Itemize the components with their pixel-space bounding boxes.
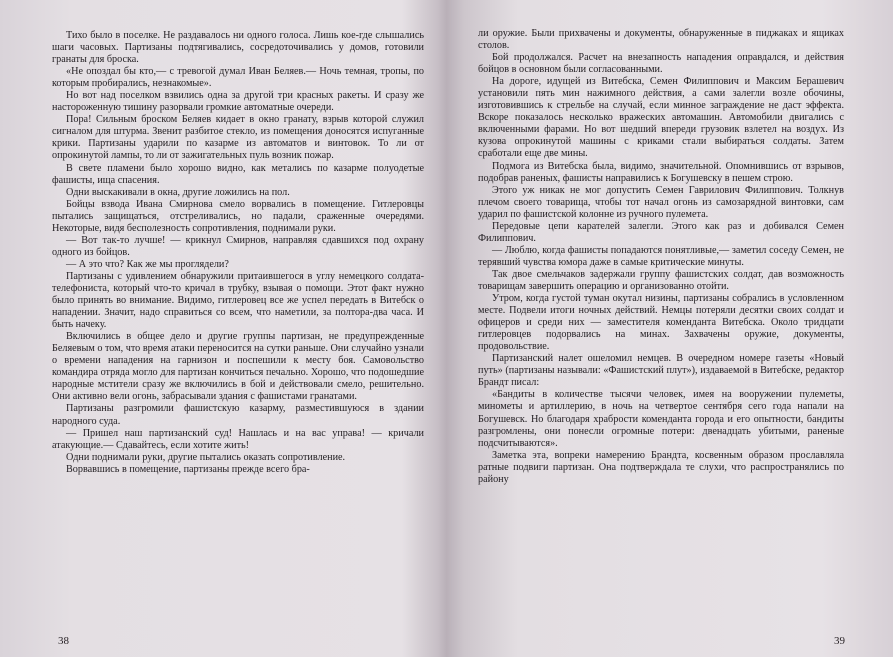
paragraph: В свете пламени было хорошо видно, как метались по казарме полуодетые фашисты, ища спасения. (52, 162, 424, 186)
paragraph: На дороге, идущей из Витебска, Семен Филиппович и Максим Берашевич установили пять мин нажимного действия, а сами залегли возле обочины, изготовившись к стрельбе на случай, если минное заграждение не даст эффекта. Вскоре показалось несколько вражеских автомашин. Автомобили двигались с включенными фарами. Но вот шедший впереди грузовик взлетел на воздух. Из кузова опрокинутой машины с криками стали выбираться солдаты. Затем сработали еще две мины. (478, 76, 844, 160)
page-number-right: 39 (834, 635, 845, 647)
paragraph: — А это что? Как же мы проглядели? (66, 258, 229, 270)
paragraph: Бойцы взвода Ивана Смирнова смело ворвались в помещение. Гитлеровцы пытались защищаться, отстреливались, но падали, сраженные очередями. Некоторые, видя бесполезность сопротивления, поднимали руки. (52, 198, 424, 234)
paragraph: Бой продолжался. Расчет на внезапность нападения оправдался, и действия бойцов в основном были согласованными. (478, 52, 844, 76)
paragraph: «Не опоздал бы кто,— с тревогой думал Иван Беляев.— Ночь темная, тропы, по которым пробирались, незнакомые». (52, 66, 424, 90)
paragraph: Партизаны с удивлением обнаружили притаившегося в углу немецкого солдата-телефониста, который что-то кричал в трубку, взывая о помощи. Этот факт нужно было принять во внимание. Видимо, гитлеровец все же успел передать в Витебск о нападении. Значит, надо справиться со всем, что наметили, за полтора-два часа. И быть начеку. (52, 270, 424, 331)
paragraph: Пора! Сильным броском Беляев кидает в окно гранату, взрыв которой служил сигналом для штурма. Звенит разбитое стекло, из помещения доносятся испуганные крики. Партизаны ударили по казарме из автоматов и винтовок. То ли от опрокинутой лампы, то ли от зажигательных пуль возник пожар. (52, 114, 424, 162)
paragraph: — Вот так-то лучше! — крикнул Смирнов, направляя сдавшихся под охрану одного из бойцов. (52, 234, 424, 258)
paragraph: Но вот над поселком взвились одна за другой три красных ракеты. И сразу же настороженную тишину разорвали громкие автоматные очереди. (52, 90, 424, 114)
paragraph: Заметка эта, вопреки намерению Брандта, косвенным образом прославляла ратные подвиги партизан. Она подтверждала те слухи, что распространялись по району (478, 449, 844, 485)
left-page (52, 30, 424, 650)
paragraph: Этого уж никак не мог допустить Семен Гаврилович Филиппович. Толкнув плечом своего товарища, чтобы тот начал огонь из самозарядной винтовки, сам ударил по фашистской колонне из ручного пулемета. (478, 184, 844, 220)
paragraph: Партизанский налет ошеломил немцев. В очередном номере газеты «Новый путь» (партизаны называли: «Фашистский плут»), издаваемой в Витебске, редактор Брандт писал: (478, 353, 844, 389)
page-number-left: 38 (58, 635, 69, 647)
paragraph: Одни выскакивали в окна, другие ложились на пол. (66, 186, 290, 198)
paragraph: Утром, когда густой туман окутал низины, партизаны собрались в условленном месте. Подвели итоги ночных действий. Немцы потеряли десятки своих солдат и офицеров и среди них — заместителя коменданта Витебска. Около тридцати гитлеровцев подорвались на минах. Захвачены оружие, документы, продовольствие. (478, 293, 844, 353)
paragraph: Ворвавшись в помещение, партизаны прежде всего бра- (66, 463, 310, 475)
paragraph: Тихо было в поселке. Не раздавалось ни одного голоса. Лишь кое-где слышались шаги часовых. Партизаны подтягивались, сосредоточивались у домов, готовили гранаты для броска. (52, 30, 424, 66)
paragraph: Передовые цепи карателей залегли. Этого как раз и добивался Семен Филиппович. (478, 220, 844, 244)
paragraph: Одни поднимали руки, другие пытались оказать сопротивление. (66, 451, 346, 463)
paragraph: Подмога из Витебска была, видимо, значительной. Опомнившись от взрывов, подобрав раненых, фашисты направились к Богушевску в пешем строю. (478, 160, 844, 184)
paragraph: — Люблю, когда фашисты попадаются понятливые,— заметил соседу Семен, не терявший чувства юмора даже в самые критические минуты. (478, 244, 844, 268)
paragraph: — Пришел наш партизанский суд! Нашлась и на вас управа! — кричали атакующие.— Сдавайтесь, если хотите жить! (52, 427, 424, 451)
paragraph: Так двое смельчаков задержали группу фашистских солдат, дав возможность товарищам завершить операцию и организованно отойти. (478, 268, 844, 292)
paragraph: Включились в общее дело и другие группы партизан, не предупрежденные Беляевым о том, что время атаки переносится на сутки раньше. Они случайно узнали о времени нападения на гарнизон и поспешили к месту боя. Самовольство командира отряда могло для партизан кончиться печально. Хорошо, что подошедшие народные мстители сразу же включились в бой и действовали смело, решительно. Они активно вели огонь, забрасывали здания с фашистами гранатами. (52, 331, 424, 403)
paragraph: «Бандиты в количестве тысячи человек, имея на вооружении пулеметы, минометы и артиллерию, в ночь на четвертое сентября сего года напали на Богушевск. Но благодаря храбрости коменданта города и его опытности, бандиты разгромлены, они понесли огромные потери: двенадцать убитыми, раненые подсчитываются». (478, 389, 844, 449)
paragraph: Партизаны разгромили фашистскую казарму, разместившуюся в здании народного суда. (52, 403, 424, 427)
paragraph: ли оружие. Были прихвачены и документы, обнаруженные в пиджаках и ящиках столов. (478, 28, 844, 52)
right-page (478, 28, 844, 648)
